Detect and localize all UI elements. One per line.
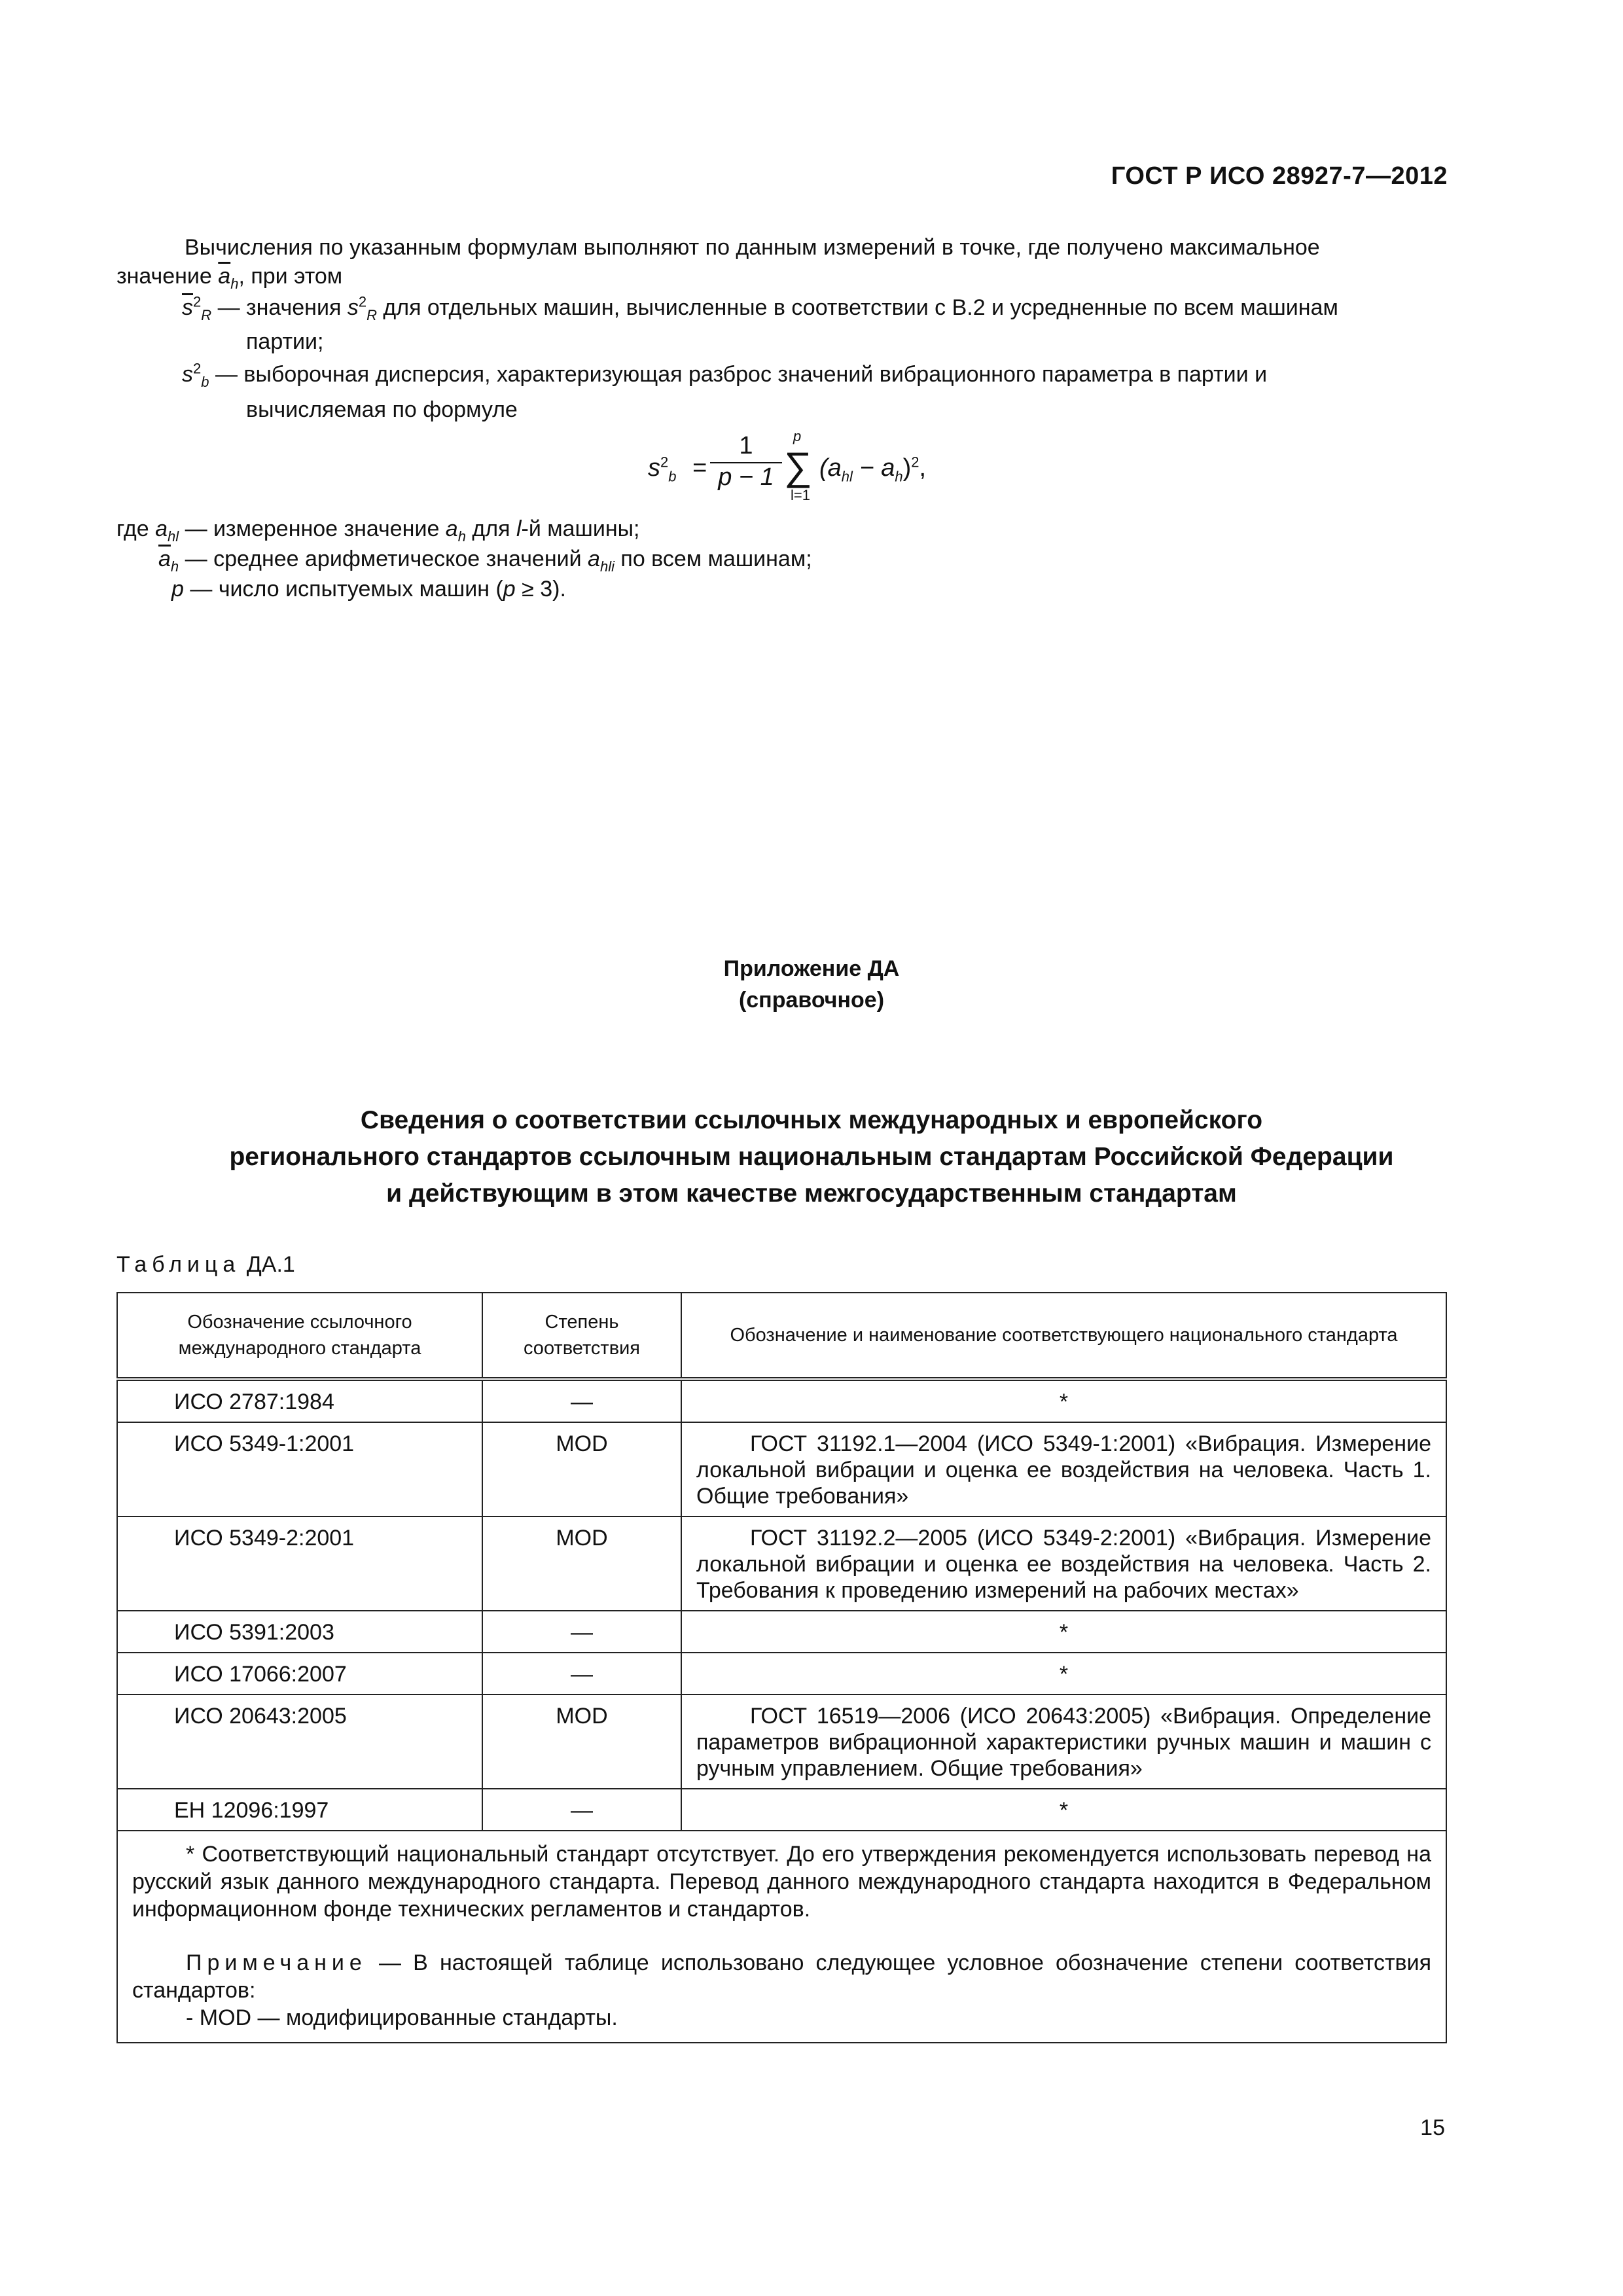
where-line-3	[171, 575, 566, 603]
a-h-mean-symbol: $\overline{a}$	[218, 264, 231, 289]
cell-degree: MOD	[482, 1422, 681, 1516]
page-number: 15	[1420, 2115, 1445, 2140]
def-sR2-cont: партии;	[246, 329, 324, 354]
table-row	[117, 1653, 1446, 1695]
table-note	[132, 1949, 1431, 2004]
cell-degree: —	[482, 1653, 681, 1695]
sR-symbol: s	[347, 295, 359, 320]
where-line-1	[116, 514, 640, 543]
cell-national	[681, 1516, 1446, 1611]
sum-upper-limit: p	[793, 428, 802, 444]
document-header-id: ГОСТ Р ИСО 28927-7—2012	[1111, 162, 1448, 190]
variance-formula	[648, 428, 1041, 511]
formula-lhs-sup: 2	[660, 454, 669, 471]
cell-ref: ИСО 5391:2003	[117, 1611, 482, 1653]
table-note-item: - MOD — модифицированные стандарты.	[186, 2005, 618, 2030]
cell-ref: ИСО 5349-2:2001	[117, 1516, 482, 1611]
appendix-subtitle: (справочное)	[738, 988, 885, 1013]
where-3-text: — число испытуемых машин (	[183, 577, 503, 601]
formula-lhs	[648, 454, 707, 485]
cell-degree: —	[482, 1379, 681, 1422]
where-1-text: — измеренное значение	[179, 516, 446, 541]
a-h-mean-symbol-2: $\overline{a}$	[158, 547, 171, 571]
sb-sub: b	[201, 373, 209, 390]
sR-sup: 2	[193, 293, 202, 310]
header-ref-standard: Обозначение ссылочного международного стандарта	[117, 1293, 482, 1379]
table-row	[117, 1516, 1446, 1611]
sb-sup: 2	[193, 360, 202, 377]
where-1-text-2: для	[465, 516, 516, 541]
a-hl-symbol: a	[155, 516, 168, 541]
a-h-sub-2: h	[457, 528, 466, 545]
intro-line-2-prefix: значение	[116, 264, 219, 289]
where-line-2	[158, 545, 812, 573]
cell-national	[681, 1422, 1446, 1516]
cell-degree: MOD	[482, 1695, 681, 1789]
table-header-row	[117, 1293, 1446, 1379]
table-row	[117, 1422, 1446, 1516]
cell-ref: ИСО 20643:2005	[117, 1695, 482, 1789]
intro-line-2-suffix: , при этом	[238, 264, 343, 289]
table-caption-word: Таблица	[116, 1252, 241, 1277]
table-footer-row	[117, 1831, 1446, 2043]
table-footnote	[132, 1840, 1431, 1923]
formula-body-sub2: h	[895, 468, 903, 485]
where-1-prefix: где	[116, 516, 156, 541]
table-row	[117, 1695, 1446, 1789]
table-caption-number: ДА.1	[240, 1252, 295, 1277]
where-1-l: l	[516, 516, 522, 541]
where-2-text: — среднее арифметическое значений	[179, 547, 588, 571]
where-3-p2: p	[503, 577, 516, 601]
intro-line-2	[116, 262, 342, 291]
def-sR2-text-a: — значения	[211, 295, 348, 320]
section-title-line-2: регионального стандартов ссылочным национальным стандартам Российской Федерации	[229, 1143, 1394, 1171]
cell-national-text: ГОСТ 31192.1—2004 (ИСО 5349-1:2001) «Вибрация. Измерение локальной вибрации и оценка ее воздействия на человека. Часть 1. Общие требования»	[696, 1431, 1431, 1509]
where-2-text-2: по всем машинам;	[614, 547, 812, 571]
section-title-line-1: Сведения о соответствии ссылочных международных и европейского	[360, 1106, 1263, 1134]
cell-ref: ЕН 12096:1997	[117, 1789, 482, 1831]
table-row	[117, 1611, 1446, 1653]
def-sR2	[182, 293, 1338, 322]
section-title-line-3: и действующим в этом качестве межгосударственным стандартам	[386, 1179, 1237, 1208]
table-footnote-text: * Соответствующий национальный стандарт отсутствует. До его утверждения рекомендуется использовать перевод на русский язык данного международного стандарта. Перевод данного международного стандарта находится в Федеральном информационном фонде технических регламентов и стандартов.	[132, 1842, 1431, 1922]
def-sb2-text-a: — выборочная дисперсия, характеризующая разброс значений вибрационного параметра в партии и	[209, 362, 1268, 387]
formula-body-a: (a	[819, 454, 842, 482]
cell-national: *	[681, 1653, 1446, 1695]
cell-ref: ИСО 5349-1:2001	[117, 1422, 482, 1516]
a-hli-symbol: a	[588, 547, 600, 571]
a-h-symbol: a	[445, 516, 458, 541]
formula-body-end: )	[902, 454, 912, 482]
sR-sub-2: R	[366, 306, 377, 323]
sum-lower-limit: l=1	[791, 487, 810, 503]
sR-sup-2: 2	[358, 293, 367, 310]
cell-national	[681, 1695, 1446, 1789]
def-sR2-text-b: для отдельных машин, вычисленные в соответствии с В.2 и усредненные по всем машинам	[376, 295, 1338, 320]
a-h-sub: h	[230, 275, 239, 292]
def-sb2-cont: вычисляемая по формуле	[246, 397, 518, 422]
formula-trail: ,	[919, 454, 927, 482]
intro-line-1: Вычисления по указанным формулам выполняют по данным измерений в точке, где получено максимальное	[185, 235, 1320, 260]
correspondence-table	[116, 1292, 1447, 2043]
table-caption	[116, 1250, 295, 1279]
table-footnote-cell	[117, 1831, 1446, 2043]
formula-body-mid: − a	[852, 454, 895, 482]
appendix-title: Приложение ДА	[723, 956, 900, 981]
header-national-standard: Обозначение и наименование соответствующего национального стандарта	[681, 1293, 1446, 1379]
formula-lhs-sub: b	[668, 468, 677, 485]
table-row	[117, 1789, 1446, 1831]
cell-national: *	[681, 1611, 1446, 1653]
header-degree: Степень соответствия	[482, 1293, 681, 1379]
a-hli-sub: hli	[599, 558, 615, 575]
sum-sigma-icon: ∑	[784, 444, 812, 488]
sb-symbol: s	[182, 362, 193, 387]
cell-national: *	[681, 1379, 1446, 1422]
formula-body-sub1: hl	[841, 468, 853, 485]
table-note-text: — В настоящей таблице использовано следующее условное обозначение степени соответствия стандартов:	[132, 1950, 1431, 2003]
where-3-text-2: ≥ 3).	[515, 577, 566, 601]
cell-national-text: ГОСТ 31192.2—2005 (ИСО 5349-2:2001) «Вибрация. Измерение локальной вибрации и оценка ее воздействия на человека. Часть 2. Требования к проведению измерений на рабочих местах»	[696, 1526, 1431, 1603]
a-h-mean-sub-2: h	[170, 558, 179, 575]
formula-numerator: 1	[739, 432, 753, 459]
formula-body-sup: 2	[911, 454, 919, 471]
formula-lhs-s: s	[648, 454, 660, 482]
where-3-p: p	[171, 577, 184, 601]
cell-ref: ИСО 2787:1984	[117, 1379, 482, 1422]
formula-body	[819, 454, 927, 485]
cell-national-text: ГОСТ 16519—2006 (ИСО 20643:2005) «Вибрация. Определение параметров вибрационной характеристики ручных машин и машин с ручным управлением. Общие требования»	[696, 1704, 1431, 1781]
table-note-word: Примечание	[186, 1950, 367, 1975]
cell-degree: MOD	[482, 1516, 681, 1611]
sR-sub: R	[201, 306, 212, 323]
cell-national: *	[681, 1789, 1446, 1831]
formula-denominator: p − 1	[710, 462, 782, 492]
where-1-text-3: -й машины;	[521, 516, 640, 541]
cell-ref: ИСО 17066:2007	[117, 1653, 482, 1695]
table-row	[117, 1379, 1446, 1422]
def-sb2	[182, 360, 1267, 389]
a-hl-sub: hl	[168, 528, 179, 545]
sR-mean-symbol: $\overline{s}$	[182, 295, 193, 320]
formula-equals: =	[692, 454, 707, 482]
cell-degree: —	[482, 1611, 681, 1653]
cell-degree: —	[482, 1789, 681, 1831]
formula-fraction	[710, 432, 782, 492]
